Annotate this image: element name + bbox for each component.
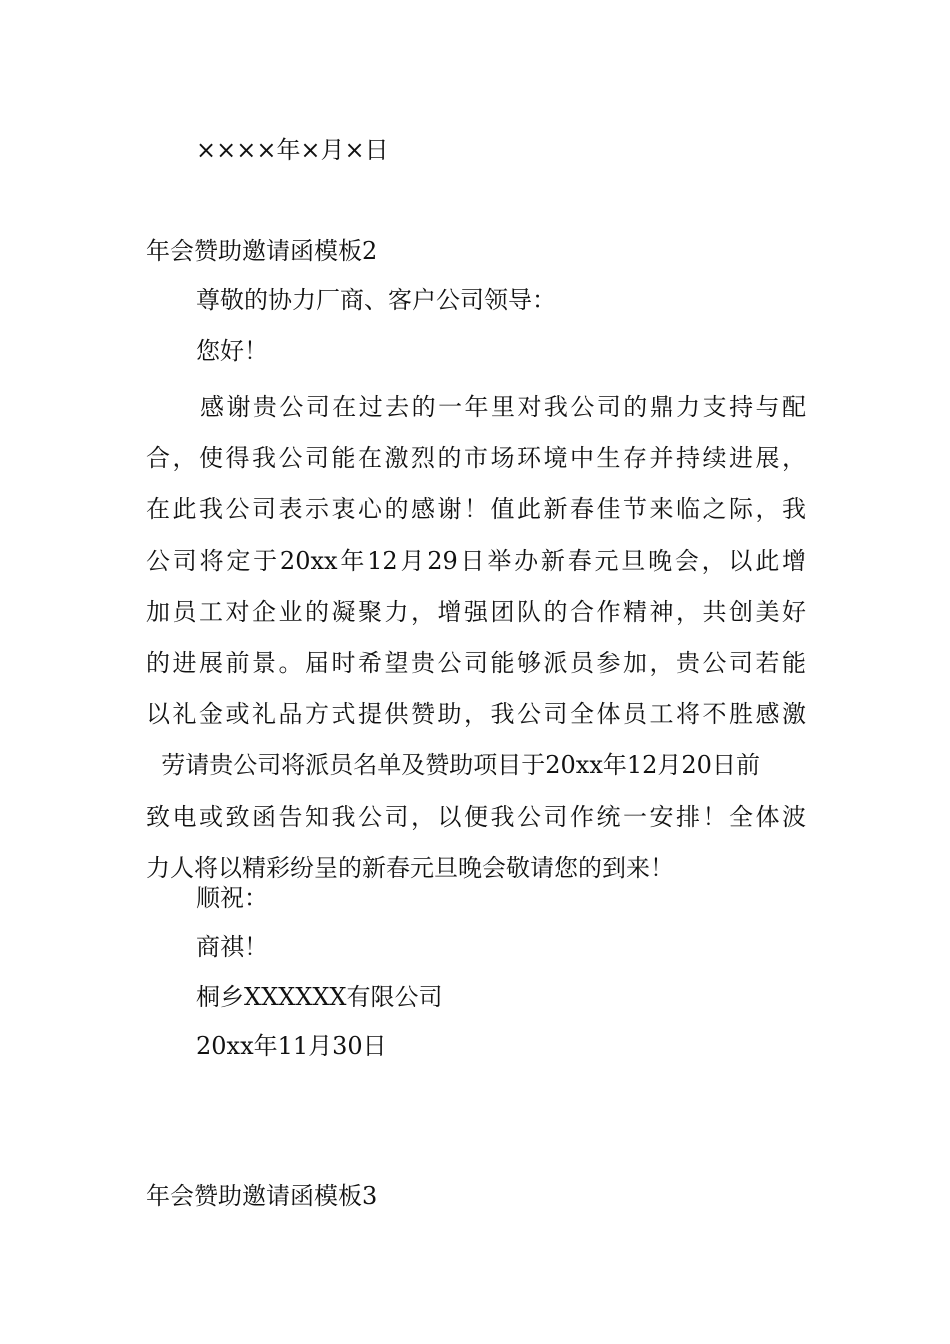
signature-date: 20xx年11月30日 xyxy=(196,1032,387,1060)
letter-body xyxy=(146,382,806,894)
body-line: 感谢贵公司在过去的一年里对我公司的鼎力支持与配 xyxy=(200,393,806,421)
closing-wish: 商祺！ xyxy=(196,933,268,961)
body-line: 以礼金或礼品方式提供赞助，我公司全体员工将不胜感激 xyxy=(146,700,806,729)
body-line: 合，使得我公司能在激烈的市场环境中生存并持续进展， xyxy=(146,444,806,473)
closing-regards: 顺祝： xyxy=(196,884,268,912)
greeting: 您好！ xyxy=(196,337,268,365)
body-line: 加员工对企业的凝聚力，增强团队的合作精神，共创美好 xyxy=(146,597,806,626)
salutation: 尊敬的协力厂商、客户公司领导： xyxy=(196,286,556,314)
body-line: 劳请贵公司将派员名单及赞助项目于20xx年12月20日前 xyxy=(146,751,760,780)
previous-letter-date: ××××年×月×日 xyxy=(196,136,389,164)
body-line: 致电或致函告知我公司，以便我公司作统一安排！全体波 xyxy=(146,802,806,831)
body-line: 公司将定于20xx年12月29日举办新春元旦晚会，以此增 xyxy=(146,546,806,575)
company-signature: 桐乡XXXXXX有限公司 xyxy=(196,983,443,1011)
section-2-heading: 年会赞助邀请函模板2 xyxy=(146,237,378,265)
body-line: 的进展前景。届时希望贵公司能够派员参加，贵公司若能 xyxy=(146,648,806,677)
body-line: 力人将以精彩纷呈的新春元旦晚会敬请您的到来！ xyxy=(146,853,674,882)
section-3-heading: 年会赞助邀请函模板3 xyxy=(146,1182,378,1210)
body-line: 在此我公司表示衷心的感谢！值此新春佳节来临之际，我 xyxy=(146,495,806,524)
